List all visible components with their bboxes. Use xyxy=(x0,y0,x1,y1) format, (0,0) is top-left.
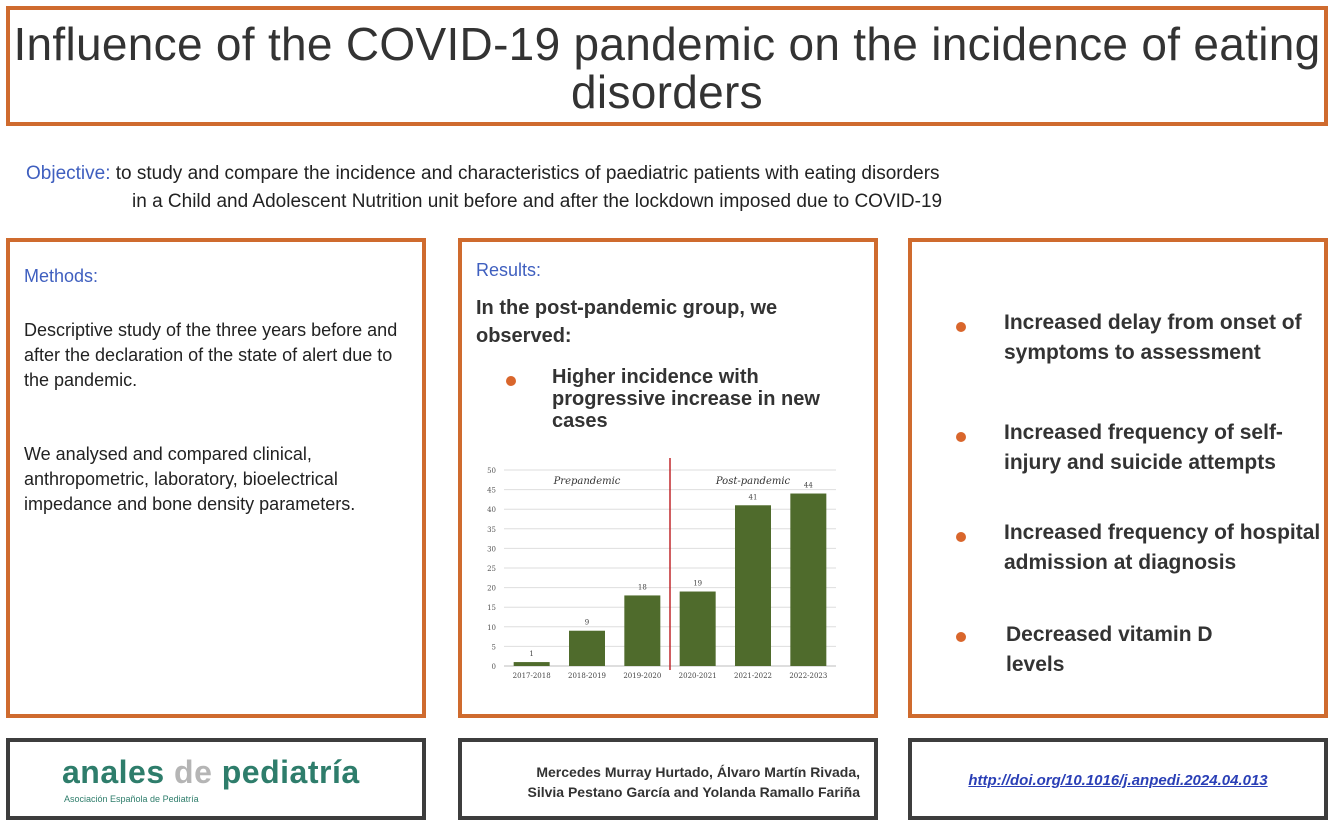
journal-name-part-1: anales xyxy=(62,754,175,790)
objective xyxy=(26,160,1316,216)
objective-label: Objective: xyxy=(26,163,111,184)
journal-name-part-3: pediatría xyxy=(212,754,360,790)
findings-panel xyxy=(908,238,1328,718)
x-tick-label: 2020-2021 xyxy=(678,672,717,680)
methods-label: Methods: xyxy=(24,266,99,286)
bullet-dot-icon xyxy=(956,322,966,332)
bullet-dot-icon xyxy=(956,432,966,442)
doi-link[interactable]: http://doi.org/10.1016/j.anpedi.2024.04.013 xyxy=(968,772,1268,789)
objective-line-2: in a Child and Adolescent Nutrition unit before and after the lockdown imposed due to COVID-19 xyxy=(132,191,943,212)
authors-line-1: Mercedes Murray Hurtado, Álvaro Martín Rivada, xyxy=(536,764,860,780)
methods-paragraph-1: Descriptive study of the three years before and after the declaration of the state of alert due to the pandemic. xyxy=(24,320,398,390)
y-tick-label: 10 xyxy=(487,623,496,632)
data-label: 18 xyxy=(637,583,647,592)
x-tick-label: 2017-2018 xyxy=(512,672,551,680)
data-label: 19 xyxy=(693,579,703,588)
y-tick-label: 0 xyxy=(491,663,496,671)
results-lead: In the post-pandemic group, we observed: xyxy=(476,297,778,347)
authors-panel xyxy=(458,738,878,820)
x-tick-label: 2021-2022 xyxy=(734,672,772,680)
y-tick-label: 35 xyxy=(487,525,496,534)
y-tick-label: 30 xyxy=(487,545,496,554)
y-tick-label: 50 xyxy=(487,467,496,475)
finding-1: Increased delay from onset of symptoms to assessment xyxy=(1004,311,1302,364)
y-tick-label: 5 xyxy=(491,643,496,652)
methods-paragraph-2: We analysed and compared clinical, anthropometric, laboratory, bioelectrical impedance and bone density parameters. xyxy=(24,444,356,514)
bullet-dot-icon xyxy=(956,632,966,642)
data-label: 9 xyxy=(584,618,590,627)
results-bullet: Higher incidence with progressive increase in new cases xyxy=(552,366,820,432)
journal-logo xyxy=(62,754,360,791)
finding-4: Decreased vitamin D levels xyxy=(1006,623,1213,676)
journal-name-part-2: de xyxy=(174,754,213,790)
bar xyxy=(680,592,716,666)
bullet-dot-icon xyxy=(956,532,966,542)
doi-panel xyxy=(908,738,1328,820)
bar xyxy=(624,595,660,666)
y-tick-label: 20 xyxy=(487,584,496,593)
data-label: 41 xyxy=(748,493,758,502)
y-tick-label: 25 xyxy=(487,565,496,573)
authors-line-2: Silvia Pestano García and Yolanda Ramallo Fariña xyxy=(527,784,860,800)
y-tick-label: 40 xyxy=(487,506,496,515)
finding-3: Increased frequency of hospital admission at diagnosis xyxy=(1004,521,1321,574)
bar xyxy=(514,662,550,666)
bar xyxy=(790,494,826,666)
y-tick-label: 15 xyxy=(487,604,496,613)
x-tick-label: 2022-2023 xyxy=(789,672,828,680)
prepandemic-annotation: Prepandemic xyxy=(553,476,621,487)
authors xyxy=(480,762,860,802)
x-tick-label: 2018-2019 xyxy=(568,672,606,680)
x-tick-label: 2019-2020 xyxy=(623,672,662,680)
bar xyxy=(569,631,605,666)
objective-line-1: to study and compare the incidence and characteristics of paediatric patients with eating disorders xyxy=(115,163,940,184)
journal-subtitle: Asociación Española de Pediatría xyxy=(64,794,199,804)
bullet-dot-icon xyxy=(506,376,516,386)
y-tick-label: 45 xyxy=(487,486,496,495)
results-panel xyxy=(458,238,878,718)
bar xyxy=(735,505,771,666)
title-banner xyxy=(6,6,1328,126)
data-label: 1 xyxy=(529,650,534,659)
post-pandemic-annotation: Post-pandemic xyxy=(715,476,791,487)
results-label: Results: xyxy=(476,260,542,280)
finding-2: Increased frequency of self-injury and suicide attempts xyxy=(1004,421,1283,474)
data-label: 44 xyxy=(803,481,813,490)
journal-logo-panel xyxy=(6,738,426,820)
methods-panel xyxy=(6,238,426,718)
page-title: Influence of the COVID-19 pandemic on the incidence of eating disorders xyxy=(13,18,1321,118)
incidence-bar-chart xyxy=(480,456,842,686)
